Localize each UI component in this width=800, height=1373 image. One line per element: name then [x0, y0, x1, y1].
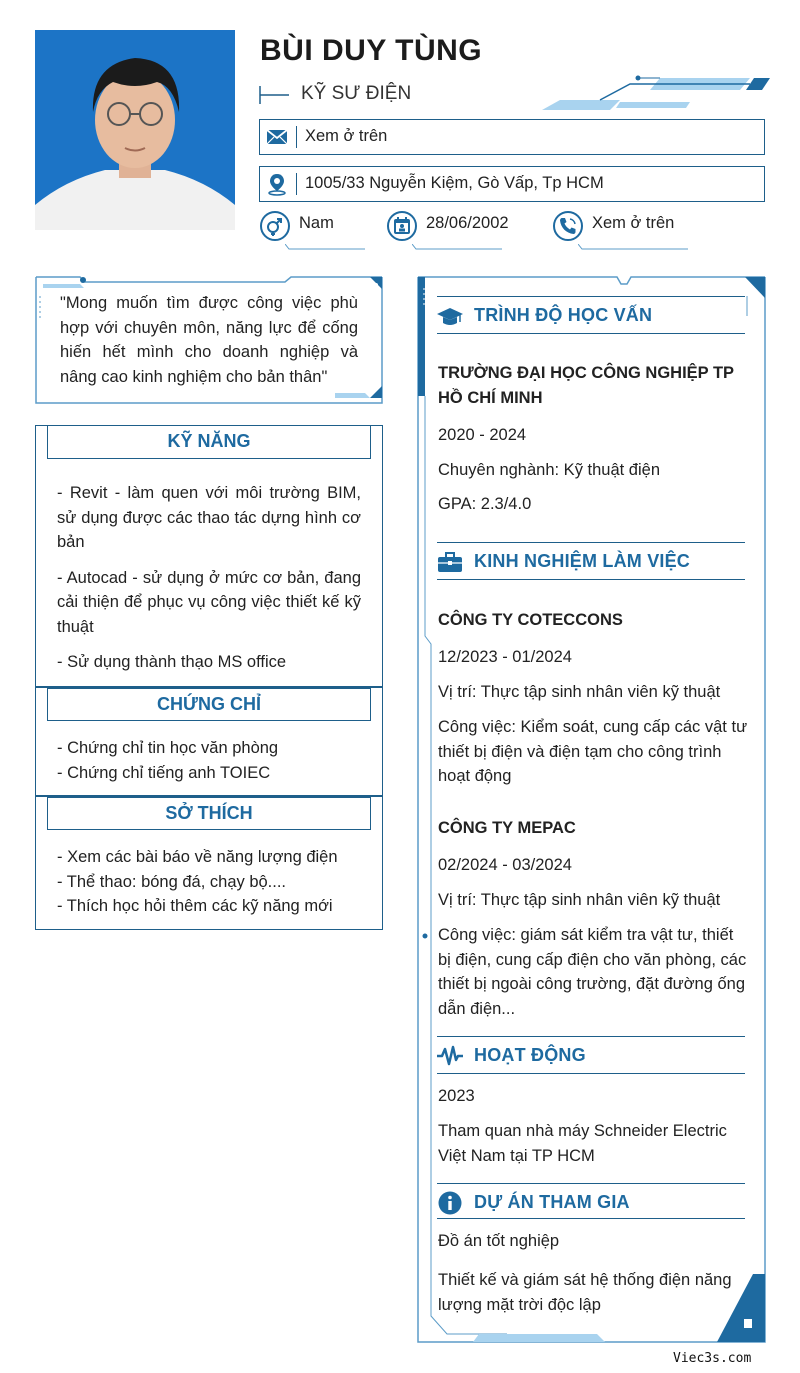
profile-photo	[35, 30, 235, 230]
education-period: 2020 - 2024	[438, 426, 527, 444]
location-pin-icon	[264, 172, 290, 196]
email-icon	[264, 125, 290, 149]
gender-icon	[259, 210, 291, 242]
address-value: 1005/33 Nguyễn Kiệm, Gò Vấp, Tp HCM	[305, 174, 604, 192]
job-title: KỸ SƯ ĐIỆN	[301, 83, 412, 104]
job-position: Vị trí: Thực tập sinh nhân viên kỹ thuật	[438, 891, 721, 909]
email-row	[259, 119, 765, 155]
experience-title: KINH NGHIỆM LÀM VIỆC	[474, 551, 691, 571]
graduation-cap-icon	[437, 304, 463, 328]
underline-decoration	[578, 244, 688, 250]
project-name: Đồ án tốt nghiệp	[438, 1232, 560, 1250]
skill-item: - Revit - làm quen với môi trường BIM, sử dụng được các thao tác dựng hình cơ bản	[57, 484, 361, 551]
info-icon	[437, 1191, 463, 1215]
education-major: Chuyên nghành: Kỹ thuật điện	[438, 461, 661, 479]
projects-heading	[437, 1183, 745, 1219]
hobby-item: - Thích học hỏi thêm các kỹ năng mới	[57, 897, 333, 915]
watermark-footer: Viec3s.com	[673, 1351, 752, 1366]
certificate-item: - Chứng chỉ tiếng anh TOIEC	[57, 763, 271, 782]
job-period: 02/2024 - 03/2024	[438, 856, 572, 874]
company-name: CÔNG TY MEPAC	[438, 819, 576, 837]
underline-decoration	[285, 244, 365, 250]
activities-title: HOẠT ĐỘNG	[474, 1045, 586, 1065]
calendar-icon	[386, 210, 418, 242]
pulse-icon	[437, 1044, 463, 1068]
school-name: TRƯỜNG ĐẠI HỌC CÔNG NGHIỆP TP HỒ CHÍ MINH	[438, 364, 734, 407]
skills-heading: KỸ NĂNG	[47, 426, 371, 459]
education-gpa: GPA: 2.3/4.0	[438, 495, 532, 513]
hobbies-section	[35, 796, 383, 930]
circuit-decoration	[540, 74, 770, 112]
title-connector-line	[259, 84, 289, 106]
skill-item: - Autocad - sử dụng ở mức cơ bản, đang cải thiện để phục vụ công việc thiết kế kỹ thuật	[57, 568, 361, 636]
person-silhouette-icon	[35, 30, 235, 230]
skill-item: - Sử dụng thành thạo MS office	[57, 653, 287, 671]
career-objective: "Mong muốn tìm được công việc phù hợp với chuyên môn, năng lực để cống hiến hết mình cho doanh nghiệp và nâng cao kinh nghiệm cho bản thân"	[60, 294, 358, 386]
phone-icon	[552, 210, 584, 242]
activity-year: 2023	[438, 1087, 475, 1105]
hobbies-heading: SỞ THÍCH	[47, 797, 371, 830]
company-name: CÔNG TY COTECCONS	[438, 611, 623, 629]
gender-value: Nam	[299, 214, 334, 232]
hobby-item: - Thể thao: bóng đá, chạy bộ....	[57, 872, 287, 891]
hobby-item: - Xem các bài báo về năng lượng điện	[57, 848, 338, 866]
job-description: Công việc: Kiểm soát, cung cấp các vật tư thiết bị điện và điện tạm cho công trình hoạt động	[438, 718, 748, 785]
skills-section	[35, 425, 383, 687]
email-value[interactable]: Xem ở trên	[305, 127, 388, 145]
phone-value[interactable]: Xem ở trên	[592, 214, 675, 232]
activity-description: Tham quan nhà máy Schneider Electric Việt Nam tại TP HCM	[438, 1122, 727, 1165]
education-heading	[437, 296, 745, 334]
divider	[296, 126, 297, 148]
certificate-item: - Chứng chỉ tin học văn phòng	[57, 739, 279, 757]
job-description: Công việc: giám sát kiểm tra vật tư, thiết bị điện, cung cấp điện cho văn phòng, các thiết bị ngoài công trường, đặt đường ống dẫn điện...	[438, 926, 747, 1018]
job-position: Vị trí: Thực tập sinh nhân viên kỹ thuật	[438, 683, 721, 701]
briefcase-icon	[437, 550, 463, 574]
job-period: 12/2023 - 01/2024	[438, 648, 572, 666]
education-title: TRÌNH ĐỘ HỌC VẤN	[474, 305, 653, 325]
activities-heading	[437, 1036, 745, 1074]
divider	[296, 173, 297, 195]
project-description: Thiết kế và giám sát hệ thống điện năng lượng mặt trời độc lập	[438, 1271, 732, 1314]
certificates-heading: CHỨNG CHỈ	[47, 688, 371, 721]
candidate-name: BÙI DUY TÙNG	[260, 34, 483, 67]
birthday-value: 28/06/2002	[426, 214, 509, 232]
underline-decoration	[412, 244, 502, 250]
address-row	[259, 166, 765, 202]
certificates-section	[35, 687, 383, 796]
projects-title: DỰ ÁN THAM GIA	[474, 1192, 630, 1212]
experience-heading	[437, 542, 745, 580]
left-column	[35, 425, 383, 930]
